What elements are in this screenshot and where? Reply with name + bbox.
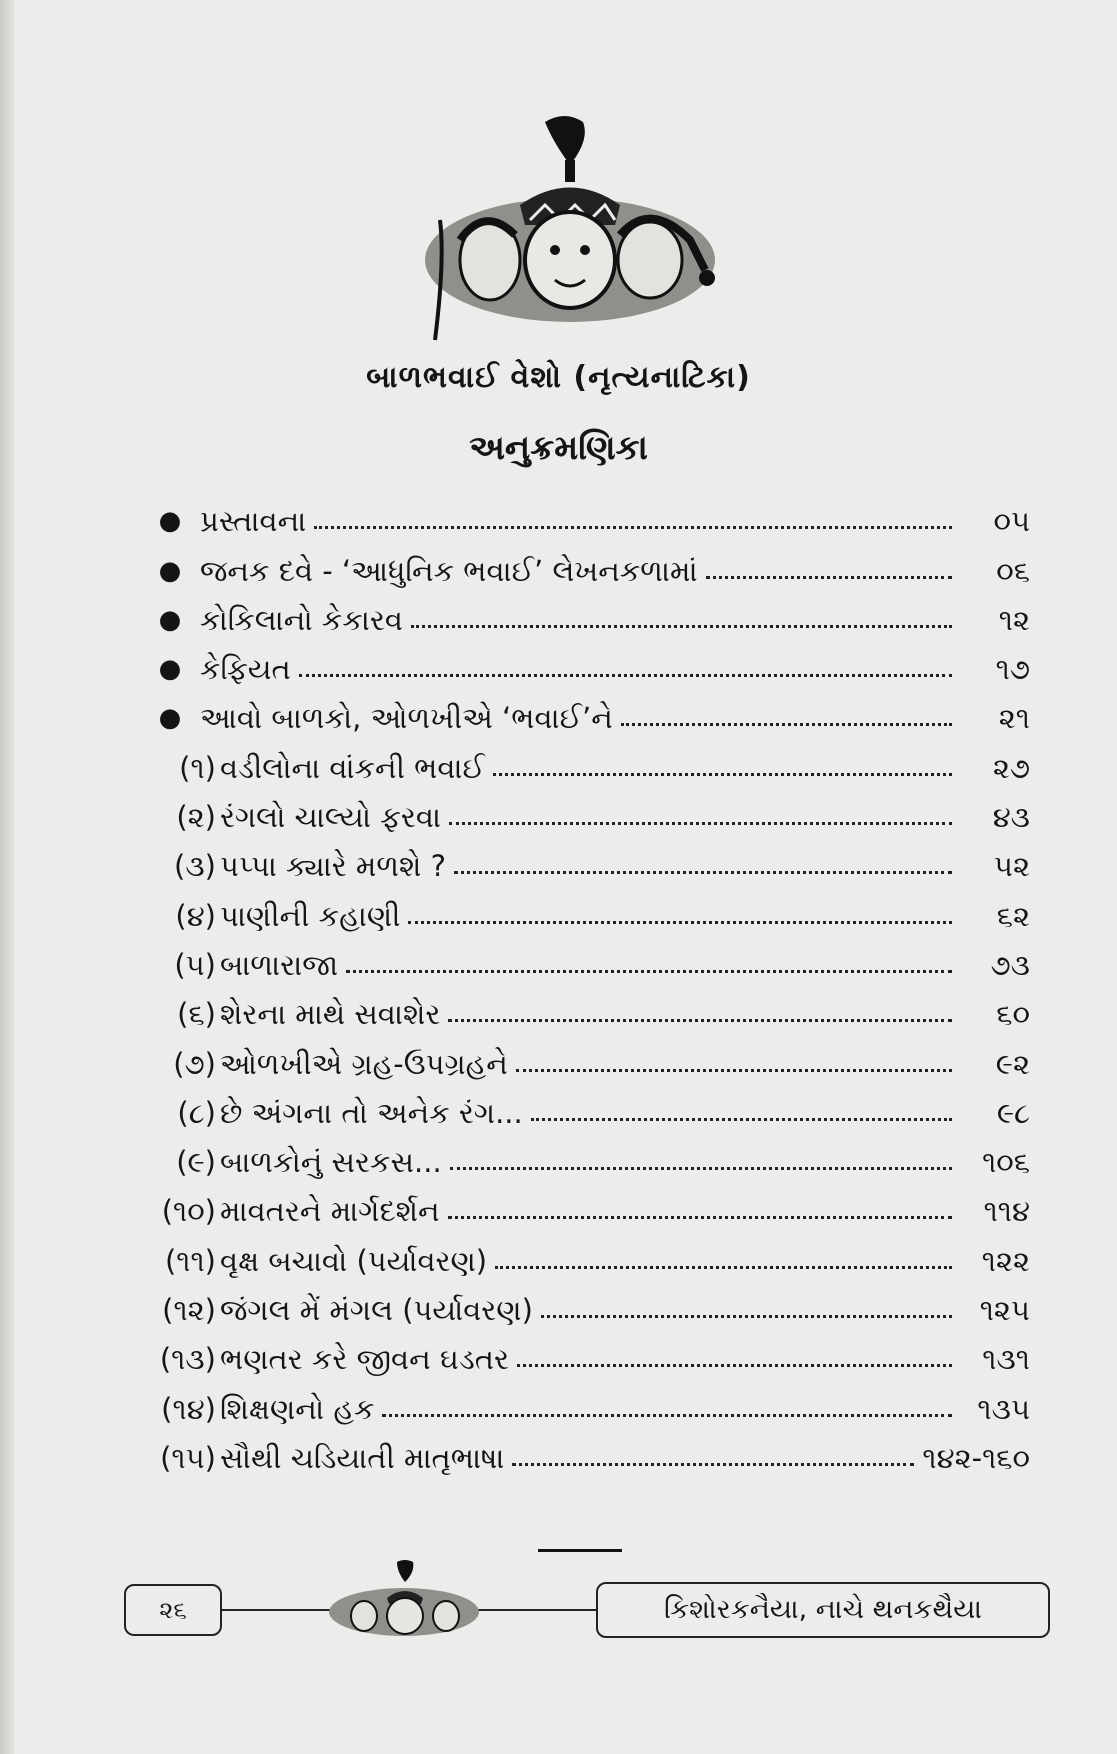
dot-leader: [516, 1068, 952, 1072]
dot-leader: [449, 821, 952, 825]
toc-row[interactable]: [140, 786, 1030, 835]
dot-leader: [450, 1166, 952, 1170]
toc-number: (૧૨): [162, 1293, 216, 1328]
toc-page-number: ૧૩૧: [982, 1342, 1030, 1377]
toc-number: (૪): [175, 898, 216, 933]
toc-page-number: ૧૨૫: [979, 1293, 1030, 1328]
toc-bullet: ●: [158, 654, 182, 685]
toc-row[interactable]: [140, 589, 1030, 638]
toc-number: (૨): [176, 800, 216, 835]
toc-row[interactable]: [140, 736, 1030, 785]
toc-row[interactable]: [140, 884, 1030, 933]
toc-title: છે અંગના તો અનેક રંગ...: [220, 1095, 523, 1130]
toc-title: પ્રસ્તાવના: [200, 504, 307, 539]
toc-page-number: ૨૧: [998, 701, 1030, 736]
toc-bullet: ●: [158, 555, 182, 586]
toc-title: વડીલોના વાંકની ભવાઈ: [220, 750, 485, 785]
page-edge: [0, 0, 14, 1754]
dot-leader: [408, 920, 952, 924]
toc-bullet: ●: [158, 506, 182, 537]
toc-row[interactable]: [140, 1032, 1030, 1081]
toc-number: (૧૪): [161, 1391, 216, 1426]
toc-title: પાણીની કહાણી: [220, 898, 401, 933]
toc-title: ઓળખીએ ગ્રહ-ઉપગ્રહને: [220, 1046, 508, 1081]
toc-page-number: ૬૦: [996, 997, 1030, 1032]
table-of-contents: [140, 490, 1030, 1476]
toc-page-number: ૧૪૨-૧૬૦: [922, 1440, 1030, 1475]
dot-leader: [299, 673, 952, 677]
toc-number: (૧૫): [160, 1440, 216, 1475]
toc-page-number: ૬૨: [996, 898, 1030, 933]
toc-row[interactable]: [140, 1279, 1030, 1328]
toc-page-number: ૧૨૨: [981, 1243, 1030, 1278]
series-title: કિશોરકનૈયા, નાચે થનકથૈયા: [596, 1582, 1050, 1638]
toc-heading: અનુક્રમણિકા: [469, 428, 648, 468]
dot-leader: [493, 772, 952, 776]
book-title: બાળભવાઈ વેશો (નૃત્યનાટિકા): [366, 360, 751, 395]
toc-row[interactable]: [140, 1427, 1030, 1476]
dot-leader: [454, 870, 952, 874]
dot-leader: [531, 1117, 952, 1121]
toc-number: (૧૦): [161, 1194, 216, 1229]
dot-leader: [346, 969, 952, 973]
toc-title: સૌથી ચડિયાતી માતૃભાષા: [220, 1440, 505, 1475]
toc-title: વૃક્ષ બચાવો (પર્યાવરણ): [220, 1243, 488, 1278]
toc-page-number: ૯૨: [995, 1046, 1030, 1081]
toc-title: શેરના માથે સવાશેર: [220, 997, 441, 1032]
toc-row[interactable]: [140, 1229, 1030, 1278]
toc-page-number: ૧૭: [995, 652, 1030, 687]
toc-row[interactable]: [140, 934, 1030, 983]
toc-page-number: ૧૦૬: [982, 1145, 1030, 1180]
dot-leader: [495, 1265, 952, 1269]
toc-title: જંગલ મેં મંગલ (પર્યાવરણ): [220, 1293, 533, 1328]
dot-leader: [706, 575, 952, 579]
dot-leader: [621, 722, 952, 726]
toc-title: કોકિલાનો કેકારવ: [200, 602, 403, 637]
dot-leader: [512, 1462, 914, 1466]
toc-number: (૧): [179, 750, 216, 785]
dot-leader: [382, 1413, 952, 1417]
dot-leader: [541, 1314, 952, 1318]
toc-bullet: ●: [158, 604, 182, 635]
toc-number: (૭): [173, 1046, 216, 1081]
toc-number: (૬): [177, 997, 216, 1032]
toc-number: (૧૧): [164, 1243, 216, 1278]
toc-row[interactable]: [140, 1082, 1030, 1131]
toc-title: રંગલો ચાલ્યો ફરવા: [220, 800, 442, 835]
toc-page-number: ૪૩: [992, 800, 1030, 835]
toc-page-number: ૦૫: [993, 504, 1030, 539]
toc-bullet: ●: [158, 703, 182, 734]
toc-row[interactable]: [140, 539, 1030, 588]
toc-row[interactable]: [140, 1377, 1030, 1426]
toc-row[interactable]: [140, 983, 1030, 1032]
toc-row[interactable]: [140, 835, 1030, 884]
page-footer: [124, 1580, 1049, 1638]
dot-leader: [314, 525, 952, 529]
toc-row[interactable]: [140, 638, 1030, 687]
toc-page-number: ૧૧૪: [983, 1194, 1030, 1229]
toc-row[interactable]: [140, 490, 1030, 539]
toc-title: બાળારાજા: [220, 947, 339, 982]
toc-number: (૩): [174, 849, 216, 884]
dot-leader: [517, 1363, 952, 1367]
toc-row[interactable]: [140, 687, 1030, 736]
page-number: ૨૬: [124, 1584, 222, 1636]
toc-title: કેફિયત: [200, 652, 291, 687]
bhavai-characters-footer-icon: [319, 1560, 489, 1640]
toc-title: ભણતર કરે જીવન ઘડતર: [220, 1342, 509, 1377]
toc-page-number: ૨૭: [992, 750, 1030, 785]
section-end-rule: [538, 1549, 622, 1552]
toc-page-number: ૭૩: [990, 947, 1030, 982]
toc-page-number: ૫૨: [993, 849, 1030, 884]
toc-row[interactable]: [140, 1328, 1030, 1377]
toc-page-number: ૦૬: [996, 553, 1030, 588]
bhavai-characters-illustration: [405, 110, 735, 350]
toc-title: પપ્પા ક્યારે મળશે ?: [220, 849, 446, 884]
toc-title: માવતરને માર્ગદર્શન: [220, 1194, 440, 1229]
toc-number: (૫): [174, 947, 216, 982]
toc-page-number: ૯૮: [996, 1095, 1030, 1130]
toc-page-number: ૧૩૫: [977, 1391, 1030, 1426]
toc-row[interactable]: [140, 1131, 1030, 1180]
toc-row[interactable]: [140, 1180, 1030, 1229]
toc-number: (૧૩): [159, 1342, 216, 1377]
toc-title: શિક્ષણનો હક: [220, 1391, 375, 1426]
toc-title: બાળકોનું સરકસ...: [220, 1145, 442, 1180]
toc-number: (૮): [177, 1095, 216, 1130]
toc-number: (૯): [176, 1145, 216, 1180]
dot-leader: [411, 624, 952, 628]
dot-leader: [448, 1215, 952, 1219]
dot-leader: [448, 1018, 952, 1022]
toc-title: આવો બાળકો, ઓળખીએ ‘ભવાઈ’ને: [200, 701, 613, 736]
toc-page-number: ૧૨: [998, 602, 1030, 637]
toc-title: જનક દવે - ‘આધુનિક ભવાઈ’ લેખનકળામાં: [200, 553, 698, 588]
